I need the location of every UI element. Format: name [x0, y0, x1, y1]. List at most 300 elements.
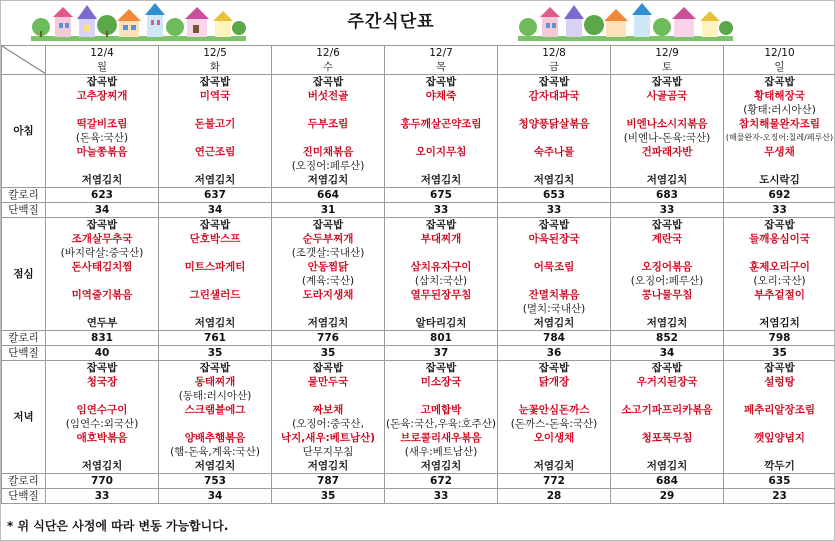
- menu-item: (황태:러시아산): [743, 104, 816, 116]
- breakfast-calorie-row: [2, 188, 835, 203]
- menu-item: 저염김치: [646, 460, 688, 472]
- menu-item: 우거지된장국: [636, 376, 698, 388]
- menu-item: 참치해물완자조림: [738, 118, 821, 130]
- lunch-menu-cell: [498, 218, 611, 331]
- menu-item: (비엔나-돈육:국산): [623, 132, 711, 144]
- dinner-menu-cell: [611, 361, 724, 474]
- calorie-value: 637: [159, 188, 272, 203]
- lunch-calorie-row: [2, 331, 835, 346]
- protein-value: 35: [272, 489, 385, 504]
- protein-label: 단백질: [2, 346, 46, 361]
- day-header: [272, 46, 385, 75]
- menu-item: 잡곡밥: [312, 219, 344, 231]
- menu-item: 설렁탕: [764, 376, 795, 388]
- lunch-menu-cell: [46, 218, 159, 331]
- menu-item: (오징어:중국산,: [292, 418, 364, 430]
- menu-item: 홍두깨살곤약조림: [400, 118, 482, 130]
- day-weekday: 금: [548, 61, 560, 73]
- menu-item: [272, 389, 384, 403]
- menu-item: [385, 159, 497, 173]
- protein-value: 33: [385, 489, 498, 504]
- menu-item: 저염김치: [533, 460, 575, 472]
- day-date: 12/10: [764, 47, 795, 59]
- menu-item: 미역국: [199, 90, 231, 102]
- menu-item: 연두부: [86, 317, 118, 329]
- menu-item: 잡곡밥: [764, 76, 795, 88]
- protein-value: 33: [498, 203, 611, 218]
- menu-item: 삼치유자구이: [410, 261, 472, 273]
- menu-item: 청포묵무침: [641, 432, 693, 444]
- menu-items: [498, 361, 610, 473]
- day-date: 12/8: [542, 47, 566, 59]
- calorie-value: 672: [385, 474, 498, 489]
- menu-item: 버섯전골: [307, 90, 349, 102]
- menu-item: 잡곡밥: [764, 219, 795, 231]
- menu-item: 두부조림: [307, 118, 349, 130]
- menu-item: [46, 445, 158, 459]
- protein-value: 34: [46, 203, 159, 218]
- menu-item: 저염김치: [420, 174, 462, 186]
- village-illustration-left: [31, 3, 246, 41]
- menu-item: 저염김치: [194, 317, 236, 329]
- menu-item: 저염김치: [307, 460, 349, 472]
- calorie-value: 787: [272, 474, 385, 489]
- menu-item: 청양풍닭살볶음: [518, 118, 590, 130]
- protein-value: 34: [159, 489, 272, 504]
- menu-item: 잡곡밥: [312, 76, 344, 88]
- day-header: [385, 46, 498, 75]
- calorie-value: 675: [385, 188, 498, 203]
- menu-item: [159, 246, 271, 260]
- menu-item: [46, 159, 158, 173]
- dinner-menu-cell: [498, 361, 611, 474]
- menu-item: [611, 417, 723, 431]
- menu-item: 저염김치: [194, 174, 236, 186]
- menu-item: [724, 417, 835, 431]
- menu-item: 훈제오리구이: [749, 261, 810, 273]
- menu-item: [611, 445, 723, 459]
- menu-items: [159, 361, 271, 473]
- calorie-label: 칼로리: [2, 188, 46, 203]
- menu-item: 저염김치: [420, 460, 462, 472]
- protein-value: 34: [159, 203, 272, 218]
- day-weekday: 수: [322, 61, 334, 73]
- menu-item: 잡곡밥: [651, 76, 683, 88]
- menu-item: 단호박스프: [189, 233, 241, 245]
- menu-item: 연근조림: [194, 146, 236, 158]
- breakfast-menu-cell: [385, 75, 498, 188]
- day-weekday: 목: [435, 61, 447, 73]
- menu-item: 돈불고기: [194, 118, 236, 130]
- menu-item: [159, 159, 271, 173]
- menu-item: 콩나물무침: [641, 289, 693, 301]
- menu-item: [385, 389, 497, 403]
- calorie-value: 635: [724, 474, 835, 489]
- calorie-value: 664: [272, 188, 385, 203]
- day-weekday: 일: [774, 61, 785, 73]
- protein-value: 34: [611, 346, 724, 361]
- protein-value: 37: [385, 346, 498, 361]
- day-header: [724, 46, 835, 75]
- day-date: 12/9: [655, 47, 679, 59]
- menu-item: 잡곡밥: [538, 76, 570, 88]
- menu-item: [272, 302, 384, 316]
- menu-item: 깻잎양념지: [754, 432, 805, 444]
- day-date: 12/6: [316, 47, 340, 59]
- menu-item: [611, 246, 723, 260]
- calorie-value: 770: [46, 474, 159, 489]
- menu-item: 오징어볶음: [641, 261, 693, 273]
- menu-item: 돈사태김치찜: [71, 261, 133, 273]
- menu-items: [611, 218, 723, 330]
- menu-item: 페추리알장조림: [743, 404, 815, 416]
- menu-item: [724, 159, 835, 173]
- protein-value: 33: [724, 203, 835, 218]
- menu-item: [385, 131, 497, 145]
- day-date: 12/5: [203, 47, 227, 59]
- lunch-menu-cell: [385, 218, 498, 331]
- calorie-value: 692: [724, 188, 835, 203]
- menu-item: 잡곡밥: [425, 76, 457, 88]
- menu-item: 저염김치: [81, 460, 123, 472]
- menu-item: 부대찌개: [420, 233, 462, 245]
- village-illustration-right: [518, 3, 733, 41]
- menu-item: 들깨옹심이국: [749, 233, 810, 245]
- menu-item: [724, 389, 835, 403]
- breakfast-menu-cell: [611, 75, 724, 188]
- menu-items: [46, 361, 158, 473]
- day-header: [498, 46, 611, 75]
- menu-item: 잡곡밥: [86, 219, 118, 231]
- menu-item: 황태해장국: [754, 90, 805, 102]
- protein-value: 35: [724, 346, 835, 361]
- menu-item: [385, 302, 497, 316]
- menu-item: 임연수구이: [76, 404, 128, 416]
- calorie-label: 칼로리: [2, 331, 46, 346]
- menu-item: (돈육:국산): [75, 132, 129, 144]
- protein-value: 33: [46, 489, 159, 504]
- date-header-row: [2, 46, 835, 75]
- menu-item: [611, 159, 723, 173]
- menu-item: (새우:베트남산): [404, 446, 478, 458]
- menu-item: 잡곡밥: [425, 219, 457, 231]
- menu-item: (돈까스-돈육:국산): [510, 418, 598, 430]
- menu-item: (바지락살:중국산): [60, 247, 144, 259]
- calorie-value: 798: [724, 331, 835, 346]
- menu-item: [385, 246, 497, 260]
- day-header: [159, 46, 272, 75]
- menu-item: (오징어:페루산): [630, 275, 704, 287]
- lunch-menu-cell: [159, 218, 272, 331]
- menu-item: 잡곡밥: [86, 362, 118, 374]
- protein-value: 28: [498, 489, 611, 504]
- menu-items: [724, 361, 835, 473]
- protein-value: 33: [385, 203, 498, 218]
- protein-value: 33: [611, 203, 724, 218]
- calorie-value: 761: [159, 331, 272, 346]
- menu-item: [724, 246, 835, 260]
- menu-item: 소고기파프리카볶음: [621, 404, 713, 416]
- menu-item: 낙지,새우:베트남산): [280, 432, 376, 444]
- header: [1, 1, 835, 44]
- menu-item: [159, 131, 271, 145]
- calorie-value: 784: [498, 331, 611, 346]
- menu-item: [385, 103, 497, 117]
- menu-item: 잡곡밥: [425, 362, 457, 374]
- calorie-value: 653: [498, 188, 611, 203]
- dinner-menu-cell: [272, 361, 385, 474]
- menu-item: 스크램블에그: [184, 404, 246, 416]
- menu-item: (임연수:외국산): [65, 418, 139, 430]
- menu-items: [385, 75, 497, 187]
- menu-item: 잡곡밥: [86, 76, 118, 88]
- menu-item: 단무지무침: [302, 446, 354, 458]
- menu-item: (동태:러시아산): [178, 390, 252, 402]
- menu-item: 그린샐러드: [189, 289, 241, 301]
- breakfast-row: [2, 75, 835, 188]
- dinner-calorie-row: [2, 474, 835, 489]
- day-weekday: 화: [209, 61, 221, 73]
- menu-item: (햄-돈육,계육:국산): [170, 446, 260, 458]
- menu-item: 잡곡밥: [764, 362, 795, 374]
- corner-cell: [2, 46, 46, 75]
- menu-items: [385, 361, 497, 473]
- menu-item: 잡곡밥: [199, 219, 231, 231]
- menu-item: (조갯살:국내산): [291, 247, 365, 259]
- menu-item: 잡곡밥: [199, 362, 231, 374]
- menu-item: 알타리김치: [415, 317, 467, 329]
- dinner-menu-cell: [159, 361, 272, 474]
- menu-item: [159, 274, 271, 288]
- day-header: [611, 46, 724, 75]
- menu-item: 저염김치: [759, 317, 800, 329]
- menu-item: (계육:국산): [301, 275, 355, 287]
- menu-item: 짜보채: [312, 404, 344, 416]
- day-header: [46, 46, 159, 75]
- menu-item: 도라지생채: [302, 289, 354, 301]
- menu-item: [46, 274, 158, 288]
- menu-item: 순두부찌개: [302, 233, 354, 245]
- calorie-value: 801: [385, 331, 498, 346]
- day-date: 12/4: [90, 47, 114, 59]
- dinner-label: 저녁: [2, 361, 46, 474]
- menu-item: (돈육:국산,우육:호주산): [386, 418, 496, 430]
- menu-item: 무생채: [764, 146, 795, 158]
- day-weekday: 월: [96, 61, 108, 73]
- menu-item: [498, 246, 610, 260]
- menu-item: (삼치:국산): [414, 275, 468, 287]
- breakfast-menu-cell: [724, 75, 835, 188]
- protein-label: 단백질: [2, 489, 46, 504]
- breakfast-menu-cell: [46, 75, 159, 188]
- menu-item: [46, 103, 158, 117]
- menu-item: [498, 274, 610, 288]
- calorie-value: 831: [46, 331, 159, 346]
- menu-item: 저염김치: [307, 174, 349, 186]
- menu-item: [272, 131, 384, 145]
- menu-item: 눈꽃안심돈까스: [518, 404, 590, 416]
- menu-items: [272, 218, 384, 330]
- page-title: 주간식단표: [347, 12, 435, 32]
- menu-item: 물만두국: [307, 376, 349, 388]
- lunch-menu-cell: [272, 218, 385, 331]
- menu-item: (오징어:페루산): [291, 160, 365, 172]
- menu-item: 사골곰국: [646, 90, 688, 102]
- menu-item: 야채죽: [425, 90, 457, 102]
- menu-item: [498, 389, 610, 403]
- menu-item: [46, 302, 158, 316]
- dinner-protein-row: [2, 489, 835, 504]
- menu-item: [611, 103, 723, 117]
- menu-item: [724, 445, 835, 459]
- breakfast-label: 아침: [2, 75, 46, 188]
- breakfast-menu-cell: [272, 75, 385, 188]
- calorie-value: 753: [159, 474, 272, 489]
- menu-item: (오리:국산): [753, 275, 806, 287]
- menu-item: [272, 103, 384, 117]
- dinner-menu-cell: [385, 361, 498, 474]
- calorie-value: 772: [498, 474, 611, 489]
- menu-item: 저염김치: [533, 174, 575, 186]
- lunch-menu-cell: [724, 218, 835, 331]
- menu-items: [385, 218, 497, 330]
- menu-item: 오이지무침: [415, 146, 467, 158]
- menu-item: 아욱된장국: [528, 233, 580, 245]
- menu-item: 미역줄기볶음: [71, 289, 133, 301]
- menu-item: 진미채볶음: [302, 146, 354, 158]
- lunch-protein-row: [2, 346, 835, 361]
- menu-item: 저염김치: [81, 174, 123, 186]
- protein-value: 23: [724, 489, 835, 504]
- breakfast-menu-cell: [498, 75, 611, 188]
- menu-item: 고메합박: [420, 404, 462, 416]
- menu-item: 미트스파게티: [184, 261, 246, 273]
- menu-item: [498, 159, 610, 173]
- menu-items: [46, 218, 158, 330]
- lunch-label: 점심: [2, 218, 46, 331]
- menu-item: 잡곡밥: [312, 362, 344, 374]
- menu-item: 청국장: [86, 376, 118, 388]
- menu-item: 잡곡밥: [199, 76, 231, 88]
- menu-item: 양배추햄볶음: [184, 432, 246, 444]
- menu-item: 오이생채: [533, 432, 575, 444]
- menu-item: 닭개장: [538, 376, 570, 388]
- calorie-value: 776: [272, 331, 385, 346]
- protein-value: 35: [272, 346, 385, 361]
- breakfast-protein-row: [2, 203, 835, 218]
- day-weekday: 토: [661, 61, 673, 73]
- menu-items: [724, 75, 835, 187]
- menu-item: 계란국: [651, 233, 683, 245]
- weekly-menu-table: [1, 45, 835, 504]
- calorie-value: 684: [611, 474, 724, 489]
- menu-item: 미소장국: [420, 376, 462, 388]
- menu-item: [498, 131, 610, 145]
- menu-item: 저염김치: [307, 317, 349, 329]
- menu-items: [611, 361, 723, 473]
- menu-item: 마늘쫑볶음: [76, 146, 128, 158]
- menu-items: [498, 218, 610, 330]
- lunch-row: [2, 218, 835, 331]
- menu-items: [272, 361, 384, 473]
- menu-item: 고추장찌개: [76, 90, 128, 102]
- menu-item: 저염김치: [646, 317, 688, 329]
- menu-items: [611, 75, 723, 187]
- menu-item: 숙주나물: [533, 146, 575, 158]
- menu-item: [611, 302, 723, 316]
- menu-item: [159, 417, 271, 431]
- dinner-menu-cell: [724, 361, 835, 474]
- menu-item: 비엔나소시지볶음: [626, 118, 708, 130]
- menu-item: 부추겉절이: [754, 289, 805, 301]
- menu-item: 떡갈비조림: [76, 118, 128, 130]
- menu-item: 저염김치: [533, 317, 575, 329]
- menu-item: [46, 389, 158, 403]
- menu-item: 저염김치: [194, 460, 236, 472]
- day-date: 12/7: [429, 47, 453, 59]
- menu-item: 동태찌개: [194, 376, 236, 388]
- menu-items: [724, 218, 835, 330]
- menu-item: 건파래자반: [641, 146, 693, 158]
- menu-item: 잔멸치볶음: [528, 289, 580, 301]
- menu-item: [159, 302, 271, 316]
- calorie-value: 852: [611, 331, 724, 346]
- protein-label: 단백질: [2, 203, 46, 218]
- menu-item: 애호박볶음: [76, 432, 128, 444]
- menu-items: [46, 75, 158, 187]
- diagonal-line: [2, 46, 46, 74]
- menu-item: 잡곡밥: [538, 362, 570, 374]
- calorie-value: 683: [611, 188, 724, 203]
- protein-value: 29: [611, 489, 724, 504]
- dinner-row: [2, 361, 835, 474]
- calorie-value: 623: [46, 188, 159, 203]
- protein-value: 31: [272, 203, 385, 218]
- menu-item: (해물완자-오징어:칠레/페루산): [725, 133, 834, 142]
- menu-items: [159, 218, 271, 330]
- menu-item: [724, 302, 835, 316]
- lunch-menu-cell: [611, 218, 724, 331]
- protein-value: 35: [159, 346, 272, 361]
- menu-item: 브로콜리새우볶음: [400, 432, 482, 444]
- menu-items: [498, 75, 610, 187]
- menu-item: [611, 389, 723, 403]
- menu-item: 잡곡밥: [651, 219, 683, 231]
- footnote: * 위 식단은 사정에 따라 변동 가능합니다.: [7, 519, 229, 533]
- menu-item: [159, 103, 271, 117]
- menu-item: 도시락김: [759, 174, 800, 186]
- menu-item: [498, 103, 610, 117]
- menu-item: 조개살무추국: [71, 233, 133, 245]
- menu-item: 저염김치: [646, 174, 688, 186]
- calorie-label: 칼로리: [2, 474, 46, 489]
- protein-value: 36: [498, 346, 611, 361]
- menu-item: 열무된장무침: [410, 289, 472, 301]
- dinner-menu-cell: [46, 361, 159, 474]
- menu-items: [159, 75, 271, 187]
- protein-value: 40: [46, 346, 159, 361]
- menu-item: 감자대파국: [528, 90, 580, 102]
- menu-items: [272, 75, 384, 187]
- menu-item: [498, 445, 610, 459]
- breakfast-menu-cell: [159, 75, 272, 188]
- menu-item: 잡곡밥: [651, 362, 683, 374]
- menu-item: (멸치:국내산): [522, 303, 586, 315]
- menu-item: 깍두기: [764, 460, 795, 472]
- menu-item: 잡곡밥: [538, 219, 570, 231]
- menu-item: 어묵조림: [533, 261, 575, 273]
- menu-item: 안동찜닭: [307, 261, 349, 273]
